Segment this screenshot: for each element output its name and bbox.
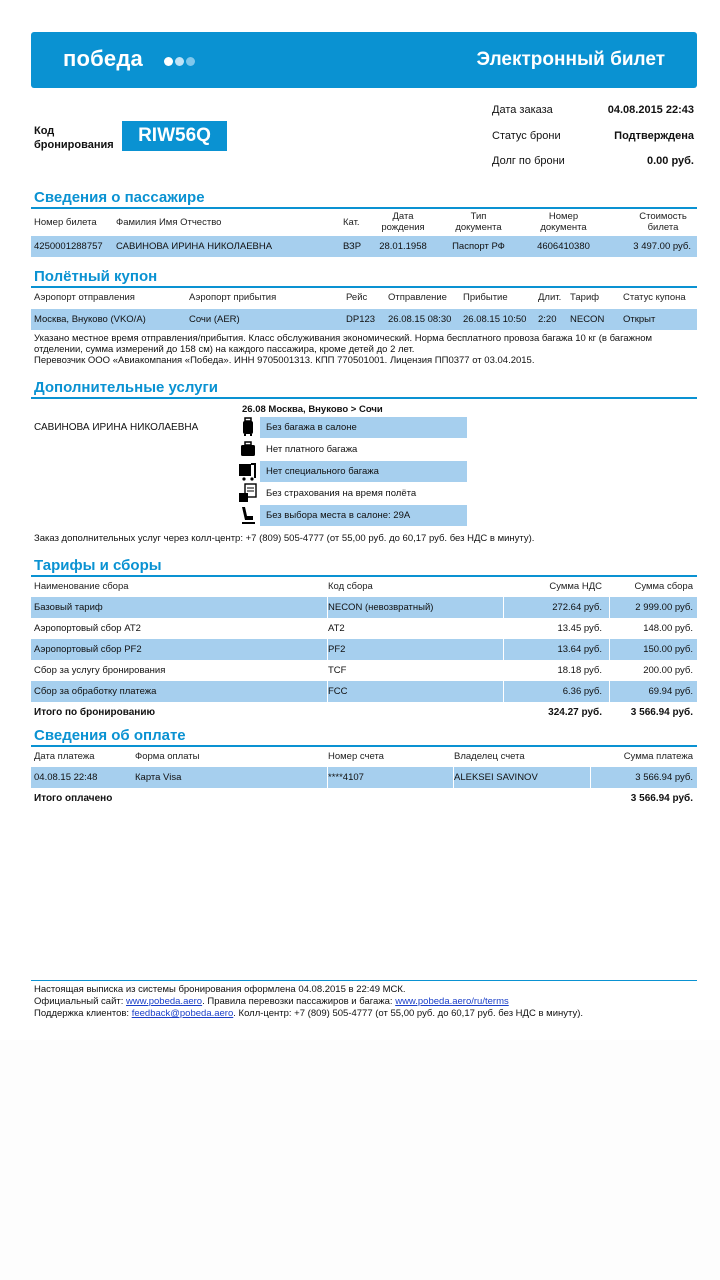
birth-date: 28.01.1958 xyxy=(379,241,427,252)
footer-site-prefix: Официальный сайт: xyxy=(34,996,127,1007)
departure-time: 26.08.15 08:30 xyxy=(388,314,452,325)
payment-form: Карта Visa xyxy=(135,772,182,783)
fees-total-row xyxy=(31,707,697,723)
col-full-name: Фамилия Имя Отчество xyxy=(116,217,222,228)
fees-section-title: Тарифы и сборы xyxy=(34,557,162,574)
services-passenger-name: САВИНОВА ИРИНА НИКОЛАЕВНА xyxy=(34,422,199,433)
col-arrival-airport: Аэропорт прибытия xyxy=(189,292,277,303)
document-number: 4606410380 xyxy=(537,241,590,252)
booking-debt-label: Долг по брони xyxy=(492,155,565,167)
booking-label-line2: бронирования xyxy=(34,139,114,151)
ticket-cost: 3 497.00 руб. xyxy=(633,241,691,252)
col-vat: Сумма НДС xyxy=(549,581,602,592)
col-duration: Длит. xyxy=(538,292,562,303)
fee-name: Сбор за обработку платежа xyxy=(34,686,157,697)
coupon-note-line3: Перевозчик ООО «Авиакомпания «Победа». ИНН 9705001313. КПП 770501001. Лицензия ПП0377 от 03.04.2015. xyxy=(34,355,535,366)
fee-name: Сбор за услугу бронирования xyxy=(34,665,166,676)
col-fee-name: Наименование сбора xyxy=(34,581,129,592)
col-payment-form: Форма оплаты xyxy=(135,751,200,762)
col-account-number: Номер счета xyxy=(328,751,384,762)
special-baggage-icon xyxy=(238,461,258,481)
services-route: 26.08 Москва, Внуково > Сочи xyxy=(242,404,383,415)
fee-row-base xyxy=(31,597,697,618)
fee-code: FCC xyxy=(328,686,348,697)
payment-column-divider-3 xyxy=(590,767,591,788)
col-fee-sum: Сумма сбора xyxy=(634,581,693,592)
fee-code: NECON (невозвратный) xyxy=(328,602,434,613)
fee-vat: 6.36 руб. xyxy=(562,686,602,697)
booking-code: RIW56Q xyxy=(122,121,227,151)
col-payment-date: Дата платежа xyxy=(34,751,95,762)
service-special-baggage: Нет специального багажа xyxy=(260,461,467,482)
fee-name: Аэропортовый сбор AT2 xyxy=(34,623,141,634)
fees-column-divider-0 xyxy=(327,597,328,702)
fee-sum: 69.94 руб. xyxy=(648,686,693,697)
fee-code: TCF xyxy=(328,665,347,676)
passenger-section-divider xyxy=(31,207,697,209)
payment-column-divider-2 xyxy=(453,767,454,788)
booking-status-value: Подтверждена xyxy=(614,129,694,142)
coupon-status: Открыт xyxy=(623,314,656,325)
booking-label-line1: Код xyxy=(34,125,55,137)
arrival-airport: Сочи (AER) xyxy=(189,314,240,325)
col-ticket-cost xyxy=(623,211,703,233)
logo-dots-icon xyxy=(164,57,195,66)
document-type: Паспорт РФ xyxy=(452,241,505,252)
col-coupon-status: Статус купона xyxy=(623,292,686,303)
order-date-label: Дата заказа xyxy=(492,104,553,116)
fee-sum: 200.00 руб. xyxy=(643,665,693,676)
footer-support-line xyxy=(34,1008,583,1020)
suitcase-icon xyxy=(238,439,258,459)
footer xyxy=(34,984,583,1020)
col-doc-number-line1: Номер xyxy=(548,211,579,222)
payment-section-title: Сведения об оплате xyxy=(34,727,186,744)
col-departure-airport: Аэропорт отправления xyxy=(34,292,135,303)
coupon-section-title: Полётный купон xyxy=(34,268,158,285)
page-title: Электронный билет xyxy=(476,49,665,70)
booking-status-label: Статус брони xyxy=(492,129,561,142)
fee-row-fcc xyxy=(31,681,697,702)
services-section-title: Дополнительные услуги xyxy=(34,379,218,396)
col-account-owner: Владелец счета xyxy=(454,751,525,762)
fees-column-divider-1 xyxy=(503,597,504,702)
logo-dot-1 xyxy=(164,57,173,66)
official-site-link[interactable]: www.pobeda.aero xyxy=(126,996,203,1007)
fees-total-label: Итого по бронированию xyxy=(34,707,156,718)
service-cabin-baggage: Без багажа в салоне xyxy=(260,417,467,438)
fee-name: Аэропортовый сбор PF2 xyxy=(34,644,142,655)
order-date-row xyxy=(492,104,694,130)
booking-debt-row xyxy=(492,155,694,181)
fee-vat: 13.45 руб. xyxy=(557,623,602,634)
fees-column-divider-2 xyxy=(609,597,610,702)
fee-vat: 18.18 руб. xyxy=(557,665,602,676)
fee-vat: 13.64 руб. xyxy=(557,644,602,655)
col-arrival: Прибытие xyxy=(463,292,508,303)
service-insurance: Без страхования на время полёта xyxy=(266,488,417,499)
cabin-bag-icon xyxy=(238,417,258,437)
order-info xyxy=(492,104,694,181)
passenger-section-title: Сведения о пассажире xyxy=(34,189,205,206)
coupon-note-line2: отделении, сумма измерений до 158 см) на каждого пассажира, кроме детей до 2 лет. xyxy=(34,344,415,355)
footer-issued-line: Настоящая выписка из системы бронирования оформлена 04.08.2015 в 22:49 МСК. xyxy=(34,984,406,995)
departure-airport: Москва, Внуково (VKO/A) xyxy=(34,314,146,325)
services-note: Заказ дополнительных услуг через колл-центр: +7 (809) 505-4777 (от 55,00 руб. до 60,17 руб. без НДС в минуту). xyxy=(34,533,535,544)
account-number: ****4107 xyxy=(328,772,364,783)
col-category: Кат. xyxy=(343,217,360,228)
coupon-section-divider xyxy=(31,286,697,288)
account-owner: ALEKSEI SAVINOV xyxy=(454,772,538,783)
col-ticket-cost-line1: Стоимость xyxy=(639,211,687,222)
col-doc-type-line2: документа xyxy=(455,222,502,233)
col-birth-date-line1: Дата xyxy=(392,211,414,222)
fee-sum: 148.00 руб. xyxy=(643,623,693,634)
fee-vat: 272.64 руб. xyxy=(552,602,602,613)
payment-sum: 3 566.94 руб. xyxy=(635,772,693,783)
footer-support-suffix: . Колл-центр: +7 (809) 505-4777 (от 55,00 руб. до 60,17 руб. без НДС в минуту). xyxy=(233,1008,584,1019)
support-email-link[interactable]: feedback@pobeda.aero xyxy=(131,1008,234,1019)
col-birth-date xyxy=(373,211,433,233)
col-doc-number xyxy=(531,211,596,233)
payment-column-divider-1 xyxy=(327,767,328,788)
payment-total-sum: 3 566.94 руб. xyxy=(630,793,693,804)
col-fee-code: Код сбора xyxy=(328,581,373,592)
booking-code-label xyxy=(34,124,124,152)
payment-row xyxy=(31,767,697,788)
service-seat-selection: Без выбора места в салоне: 29А xyxy=(260,505,467,526)
footer-rules-prefix: . Правила перевозки пассажиров и багажа: xyxy=(202,996,396,1007)
payment-section-divider xyxy=(31,745,697,747)
payment-table-header xyxy=(31,751,697,767)
ticket-number: 4250001288757 xyxy=(34,241,103,252)
col-ticket-number: Номер билета xyxy=(34,217,97,228)
col-doc-type-line1: Тип xyxy=(470,211,487,222)
col-departure: Отправление xyxy=(388,292,447,303)
flight-number: DP123 xyxy=(346,314,376,325)
passenger-table-header xyxy=(31,211,697,235)
fee-sum: 2 999.00 руб. xyxy=(635,602,693,613)
col-flight: Рейс xyxy=(346,292,368,303)
blank-bottom-area xyxy=(0,1040,720,1280)
logo-dot-2 xyxy=(175,57,184,66)
coupon-table-header xyxy=(31,292,697,308)
payment-total-label: Итого оплачено xyxy=(34,793,113,804)
service-paid-baggage: Нет платного багажа xyxy=(266,444,358,455)
terms-link[interactable]: www.pobeda.aero/ru/terms xyxy=(395,996,509,1007)
col-doc-type xyxy=(446,211,511,233)
fee-code: AT2 xyxy=(328,623,345,634)
coupon-note xyxy=(34,333,652,366)
ticket-header xyxy=(31,32,697,88)
fees-total-vat: 324.27 руб. xyxy=(548,707,602,718)
fee-code: PF2 xyxy=(328,644,346,655)
fees-section-divider xyxy=(31,575,697,577)
logo-dot-3 xyxy=(186,57,195,66)
flight-duration: 2:20 xyxy=(538,314,557,325)
passenger-row xyxy=(31,236,697,257)
payment-total-row xyxy=(31,793,697,809)
coupon-row xyxy=(31,309,697,330)
footer-support-prefix: Поддержка клиентов: xyxy=(34,1008,132,1019)
col-ticket-cost-line2: билета xyxy=(647,222,679,233)
col-payment-sum: Сумма платежа xyxy=(623,751,693,762)
pobeda-logo: победа xyxy=(63,46,143,71)
fees-total-sum: 3 566.94 руб. xyxy=(630,707,693,718)
booking-debt-value: 0.00 руб. xyxy=(646,155,694,167)
footer-site-line xyxy=(34,996,583,1008)
passenger-category: ВЗР xyxy=(343,241,362,252)
seat-icon xyxy=(238,505,258,525)
fee-row-pf2 xyxy=(31,639,697,660)
col-fare: Тариф xyxy=(570,292,600,303)
coupon-note-line1: Указано местное время отправления/прибытия. Класс обслуживания экономический. Норма бесплатного провоза багажа 10 кг (в багажном xyxy=(34,333,653,344)
fees-table-header xyxy=(31,581,697,597)
order-date-value: 04.08.2015 22:43 xyxy=(607,104,694,116)
col-birth-date-line2: рождения xyxy=(381,222,425,233)
insurance-icon xyxy=(238,483,258,503)
fee-row-at2 xyxy=(31,618,697,639)
footer-divider xyxy=(31,980,697,981)
services-section-divider xyxy=(31,397,697,399)
col-doc-number-line2: документа xyxy=(540,222,587,233)
booking-status-row xyxy=(492,130,694,156)
fee-name: Базовый тариф xyxy=(34,602,103,613)
fee-row-tcf xyxy=(31,660,697,681)
payment-date: 04.08.15 22:48 xyxy=(34,772,98,783)
passenger-name: САВИНОВА ИРИНА НИКОЛАЕВНА xyxy=(116,241,273,252)
fare-code: NECON xyxy=(570,314,605,325)
fee-sum: 150.00 руб. xyxy=(643,644,693,655)
arrival-time: 26.08.15 10:50 xyxy=(463,314,527,325)
